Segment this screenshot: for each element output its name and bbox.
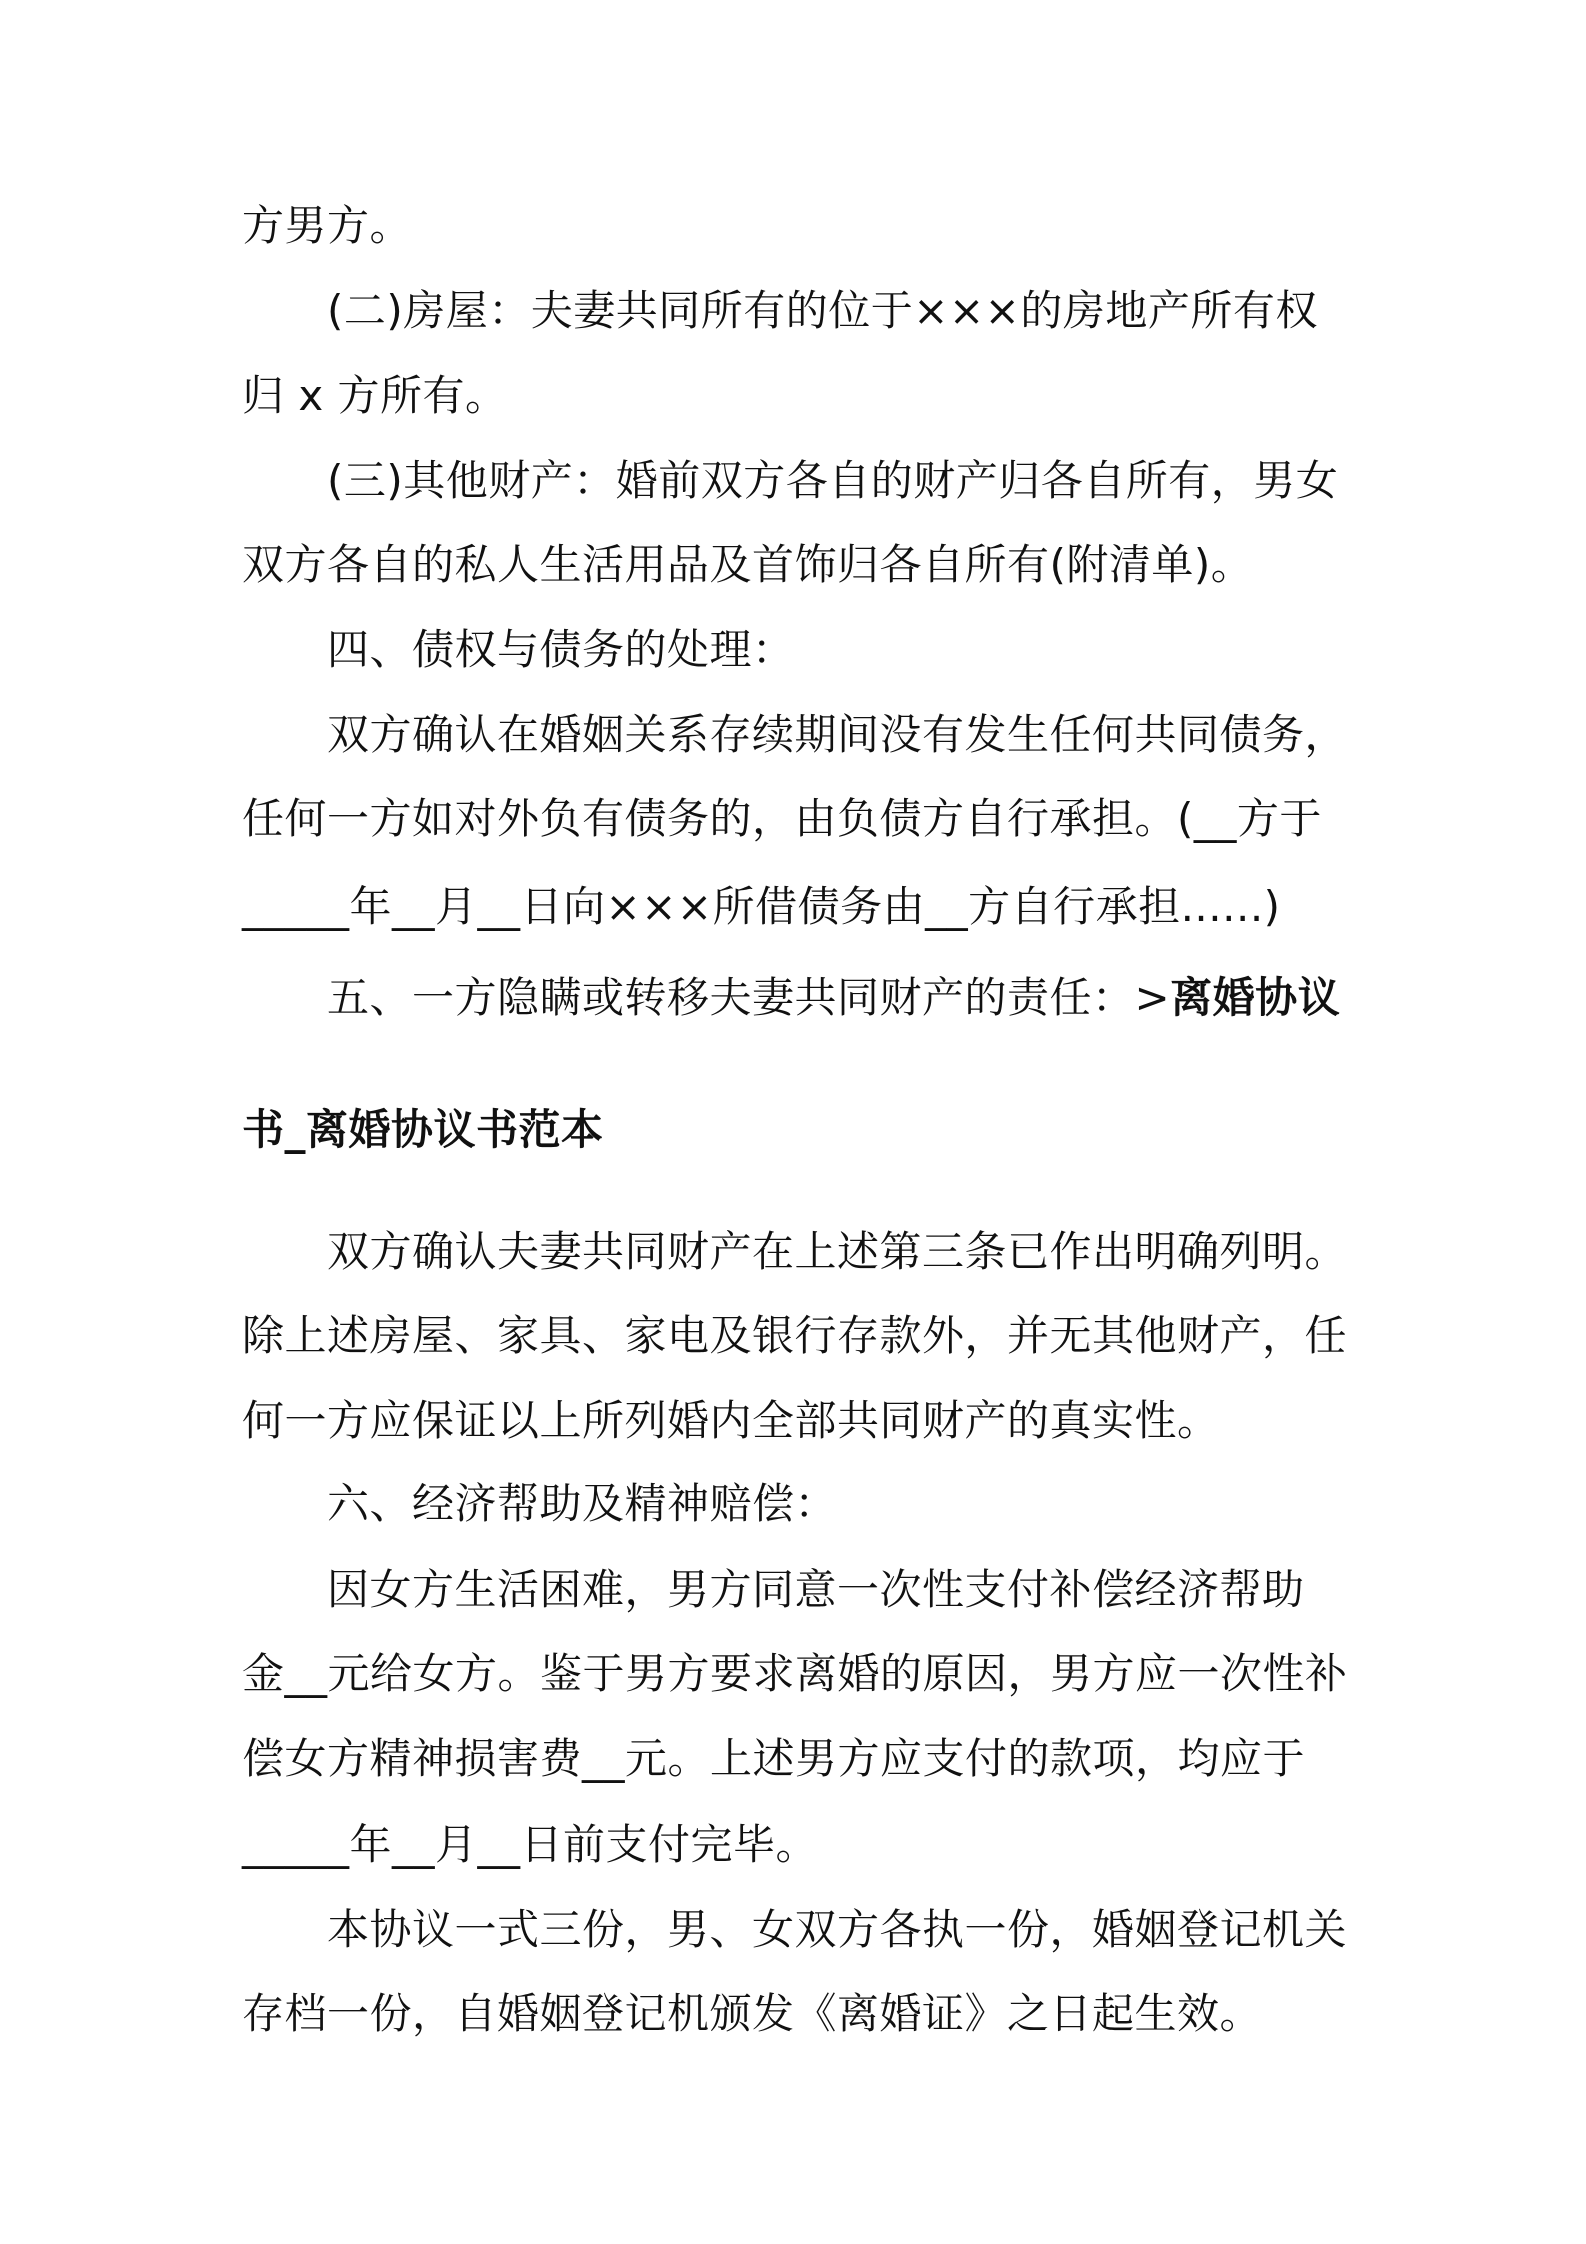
text-line: (三)其他财产：婚前双方各自的财产归各自所有，男女	[327, 456, 1339, 505]
text-line: _____年__月__日向×××所借债务由__方自行承担......)	[242, 882, 1281, 931]
text-line: 金__元给女方。鉴于男方要求离婚的原因，男方应一次性补	[242, 1649, 1348, 1698]
section-heading: 六、经济帮助及精神赔偿：	[327, 1479, 838, 1528]
section-heading-text: 五、一方隐瞒或转移夫妻共同财产的责任：>	[327, 973, 1171, 1022]
section-heading	[327, 968, 1340, 1028]
text-line: 存档一份，自婚姻登记机颁发《离婚证》之日起生效。	[242, 1989, 1263, 2038]
text-line: 本协议一式三份，男、女双方各执一份，婚姻登记机关	[327, 1905, 1348, 1954]
text-line: 双方确认在婚姻关系存续期间没有发生任何共同债务，	[327, 710, 1348, 759]
text-line: 双方各自的私人生活用品及首饰归各自所有(附清单)。	[242, 540, 1254, 589]
text-line: (二)房屋：夫妻共同所有的位于×××的房地产所有权	[327, 286, 1318, 335]
text-line: 方男方。	[242, 201, 413, 250]
text-line: 因女方生活困难，男方同意一次性支付补偿经济帮助	[327, 1565, 1305, 1614]
text-line: 任何一方如对外负有债务的，由负债方自行承担。(__方于	[242, 794, 1322, 843]
text-line: 双方确认夫妻共同财产在上述第三条已作出明确列明。	[327, 1227, 1348, 1276]
bold-title-line: 书_离婚协议书范本	[242, 1105, 604, 1154]
bold-title-fragment: 离婚协议	[1170, 973, 1341, 1022]
text-line: _____年__月__日前支付完毕。	[242, 1820, 819, 1869]
text-line: 何一方应保证以上所列婚内全部共同财产的真实性。	[242, 1396, 1220, 1445]
section-heading: 四、债权与债务的处理：	[327, 625, 795, 674]
text-line: 归 x 方所有。	[242, 371, 508, 420]
text-line: 除上述房屋、家具、家电及银行存款外，并无其他财产，任	[242, 1311, 1348, 1360]
text-line: 偿女方精神损害费__元。上述男方应支付的款项，均应于	[242, 1734, 1306, 1783]
